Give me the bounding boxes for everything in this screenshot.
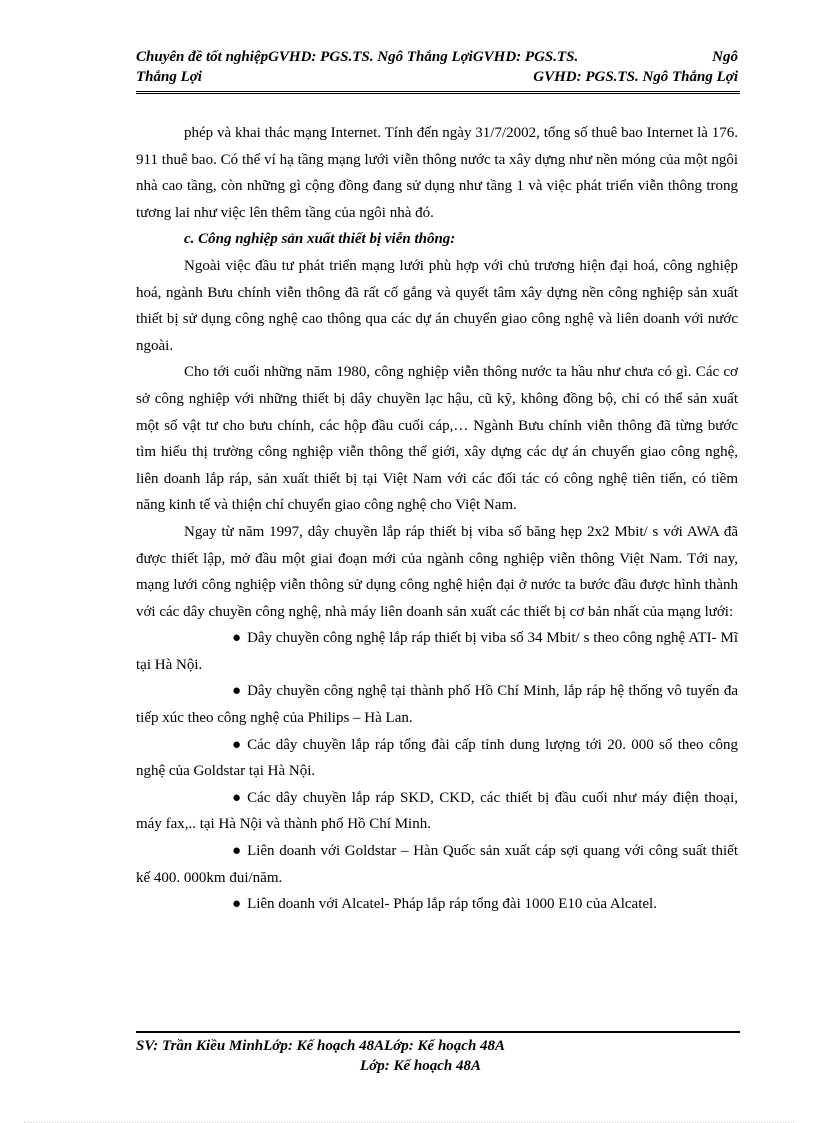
bullet-text-3: Các dây chuyền lắp ráp tổng đài cấp tỉnh dung lượng tới 20. 000 số theo công nghệ của Goldstar tại Hà Nội. [136, 736, 738, 780]
bullet-text-4: Các dây chuyền lắp ráp SKD, CKD, các thiết bị đầu cuối như máy điện thoại, máy fax,.. tại Hà Nội và thành phố Hồ Chí Minh. [136, 789, 738, 833]
footer-line-1: SV: Trần Kiều MinhLớp: Kế hoạch 48ALớp: Kế hoạch 48A [136, 1038, 506, 1054]
header-line-2-left: Thắng Lợi [136, 69, 202, 85]
bullet-item-1 [136, 625, 738, 678]
paragraph-4: Ngay từ năm 1997, dây chuyền lắp ráp thiết bị viba số băng hẹp 2x2 Mbit/ s với AWA đã được thiết lập, mở đầu một giai đoạn mới của ngành công nghiệp viễn thông Việt Nam. Tới nay, mạng lưới công nghiệp viễn thông sử dụng công nghệ hiện đại ở nước ta bước đầu được hình thành với các dây chuyền công nghệ, nhà máy liên doanh sản xuất các thiết bị cơ bản nhất của mạng lưới: [136, 523, 738, 620]
header-line-2-right: GVHD: PGS.TS. Ngô Thắng Lợi [533, 69, 738, 85]
bullet-icon: ● [232, 736, 242, 753]
bullet-item-6 [136, 891, 738, 918]
bullet-text-6: Liên doanh với Alcatel- Pháp lắp ráp tổng đài 1000 E10 của Alcatel. [247, 896, 657, 913]
bullet-text-5: Liên doanh với Goldstar – Hàn Quốc sản xuất cáp sợi quang với công suất thiết kế 400. 000km đui/năm. [136, 843, 738, 886]
bullet-text-1: Dây chuyền công nghệ lắp ráp thiết bị viba số 34 Mbit/ s theo công nghệ ATI- Mĩ tại Hà Nội. [136, 630, 738, 673]
footer-divider [136, 1031, 740, 1033]
bullet-icon: ● [232, 683, 242, 700]
footer-line-2: Lớp: Kế hoạch 48A [360, 1058, 481, 1074]
paragraph-3: Cho tới cuối những năm 1980, công nghiệp viễn thông nước ta hầu như chưa có gì. Các cơ sở công nghiệp với những thiết bị dây chuyền lạc hậu, cũ kỹ, không đồng bộ, chỉ có thể sản xuất một số vật tư cho bưu chính, các hộp đầu cuối cáp,… Ngành Bưu chính viễn thông đã từng bước tìm hiểu thị trường công nghiệp viễn thông thế giới, xây dựng các dự án chuyển giao công nghệ, liên doanh lắp ráp, sản xuất thiết bị tại Việt Nam với các đối tác có công nghệ tiên tiến, có tiềm năng kinh tế và thiện chí chuyển giao công nghệ cho Việt Nam. [136, 364, 738, 514]
bullet-item-2 [136, 678, 738, 731]
header-line-1 [136, 47, 738, 67]
bullet-text-2: Dây chuyền công nghệ tại thành phố Hồ Chí Minh, lắp ráp hệ thống vô tuyến đa tiếp xúc theo công nghệ của Philips – Hà Lan. [136, 683, 738, 727]
section-heading-c: c. Công nghiệp sản xuất thiết bị viễn thông: [184, 231, 456, 248]
bullet-item-3 [136, 732, 738, 785]
header-divider [136, 91, 740, 94]
page-footer [136, 1036, 738, 1076]
bullet-item-4 [136, 785, 738, 838]
bullet-icon: ● [232, 630, 242, 647]
header-line-2 [136, 67, 738, 87]
bullet-icon: ● [232, 843, 242, 860]
document-body [136, 120, 738, 918]
paragraph-1: phép và khai thác mạng Internet. Tính đến ngày 31/7/2002, tổng số thuê bao Internet là 176. 911 thuê bao. Có thể ví hạ tầng mạng lưới viễn thông nước ta xây dựng như nền móng của một ngôi nhà cao tầng, còn những gì cộng đồng đang sử dụng như tầng 1 và việc phát triển viễn thông trong tương lai như việc lên thêm tầng của ngôi nhà đó. [136, 125, 738, 221]
header-line-1-left: Chuyên đề tốt nghiệpGVHD: PGS.TS. Ngô Thắng LợiGVHD: PGS.TS. [136, 49, 579, 65]
bullet-item-5 [136, 838, 738, 891]
paragraph-2: Ngoài việc đầu tư phát triển mạng lưới phù hợp với chủ trương hiện đại hoá, công nghiệp hoá, ngành Bưu chính viễn thông đã rất cố gắng và quyết tâm xây dựng nền công nghiệp sản xuất thiết bị sử dụng công nghệ cao thông qua các dự án chuyển giao công nghệ và liên doanh với nước ngoài. [136, 257, 738, 354]
header-line-1-right: Ngô [712, 49, 738, 65]
bullet-icon: ● [232, 789, 242, 806]
bullet-icon: ● [232, 896, 242, 913]
page-header [136, 47, 738, 87]
